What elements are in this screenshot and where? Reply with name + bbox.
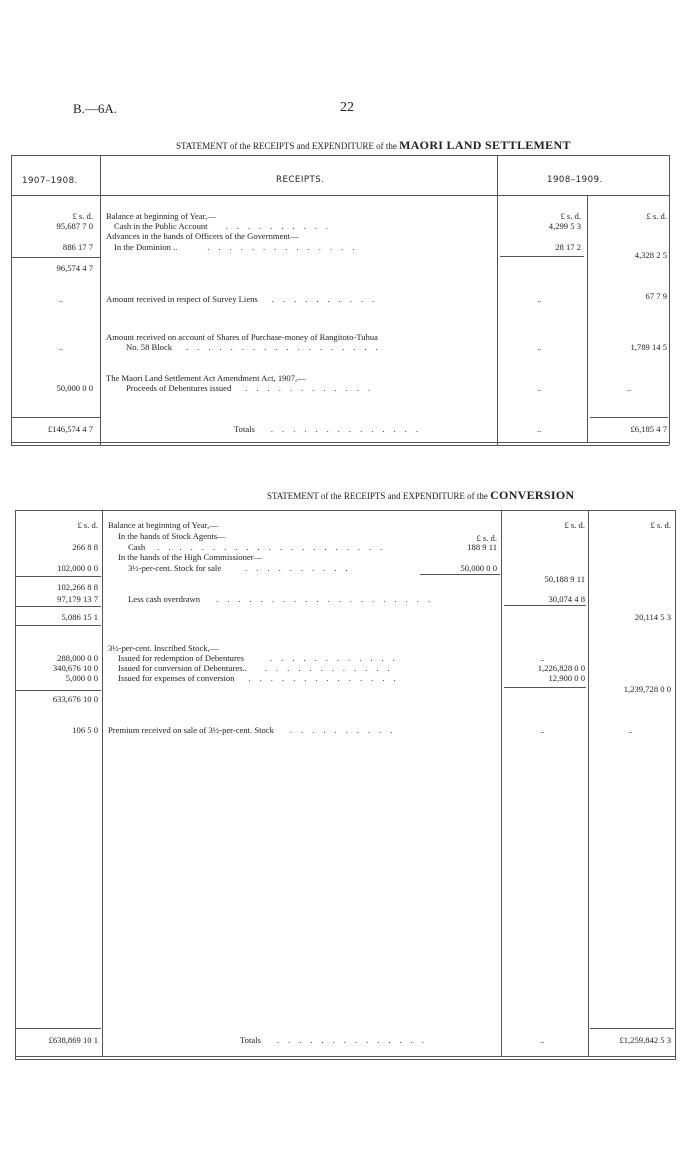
desc-balance: Balance at beginning of Year,— bbox=[106, 211, 216, 221]
statement-title-1-text: STATEMENT of the RECEIPTS and EXPENDITURE of the bbox=[176, 141, 397, 151]
unit-middle-2: £ s. d. bbox=[564, 520, 585, 530]
desc-dominion: In the Dominion .. .............. bbox=[114, 242, 364, 252]
unit-inner: £ s. d. bbox=[476, 533, 497, 543]
amount-dominion-1908: 28 17 2 bbox=[555, 242, 581, 252]
amount-survey-1908: 67 7 9 bbox=[645, 291, 667, 301]
desc2-redemption: Issued for redemption of Debentures ............ bbox=[118, 653, 404, 663]
header-receipts: RECEIPTS. bbox=[276, 175, 325, 185]
total-1908-sub-2: .. bbox=[540, 1035, 545, 1045]
amount-debentures-1907: 50,000 0 0 bbox=[56, 383, 93, 393]
desc2-balance: Balance at beginning of Year,— bbox=[108, 520, 218, 530]
amount-subtotal-1907: 102,266 8 8 bbox=[57, 582, 98, 592]
amount-conversion-1908: 1,226,828 0 0 bbox=[537, 663, 585, 673]
amount-debentures-1908-sub: .. bbox=[537, 383, 542, 393]
total-1908-sub: .. bbox=[537, 424, 542, 434]
desc-act-2: Proceeds of Debentures issued ............ bbox=[126, 383, 380, 393]
total-1908: £6,185 4 7 bbox=[630, 424, 667, 434]
desc-act-1: The Maori Land Settlement Act Amendment Act, 1907,— bbox=[106, 373, 306, 383]
amount-survey-1908-sub: .. bbox=[537, 294, 542, 304]
statement-title-2-bold: CONVERSION bbox=[490, 488, 575, 502]
amount-shares-1908: 1,789 14 5 bbox=[630, 342, 667, 352]
page-reference: B.—6A. bbox=[73, 101, 118, 116]
amount-cash-public-1908: 4,299 5 3 bbox=[548, 221, 581, 231]
amount-premium-1907: 106 5 0 bbox=[72, 725, 98, 735]
amount-stock-sale-inner: 50,000 0 0 bbox=[460, 563, 497, 573]
desc-survey-liens: Amount received in respect of Survey Liens .......... bbox=[106, 294, 384, 304]
desc2-high-commissioner: In the hands of the High Commissioner— bbox=[118, 552, 263, 562]
amount-balance-1907-2: 5,086 15 1 bbox=[61, 612, 98, 622]
amount-debentures-1908: .. bbox=[627, 383, 632, 393]
amount-redemption-1908: .. bbox=[540, 653, 545, 663]
statement-title-1-bold: MAORI LAND SETTLEMENT bbox=[399, 138, 571, 152]
amount-shares-1907: .. bbox=[59, 342, 64, 352]
amount-inscribed-1908: 1,239,728 0 0 bbox=[623, 684, 671, 694]
desc-shares-2: No. 58 Block .................. bbox=[126, 342, 387, 352]
amount-expenses-1908: 12,900 0 0 bbox=[548, 673, 585, 683]
desc2-premium: Premium received on sale of 3½-per-cent. Stock .......... bbox=[108, 725, 402, 735]
statement-title-2-text: STATEMENT of the RECEIPTS and EXPENDITURE of the bbox=[267, 491, 488, 501]
amount-cash-agents-1907: 266 8 8 bbox=[72, 542, 98, 552]
statement-title-1 bbox=[176, 140, 571, 151]
amount-cash-agents-inner: 188 9 11 bbox=[467, 542, 497, 552]
header-year-1908: 1908–1909. bbox=[547, 175, 603, 185]
desc-cash-public: Cash in the Public Account .......... bbox=[114, 221, 338, 231]
amount-balance-1908-2: 20,114 5 3 bbox=[634, 612, 671, 622]
unit-right-2: £ s. d. bbox=[650, 520, 671, 530]
desc-advances: Advances in the hands of Officers of the Government— bbox=[106, 231, 299, 241]
desc2-less-overdrawn: Less cash overdrawn .................... bbox=[128, 594, 440, 604]
amount-dominion-1907: 886 17 7 bbox=[62, 242, 93, 252]
amount-balance-1908: 4,328 2 5 bbox=[634, 250, 667, 260]
amount-stock-sale-1907: 102,000 0 0 bbox=[57, 563, 98, 573]
unit-left: £ s. d. bbox=[72, 211, 93, 221]
desc2-stock-sale: 3½-per-cent. Stock for sale .......... bbox=[128, 563, 357, 573]
unit-middle: £ s. d. bbox=[560, 211, 581, 221]
desc2-conversion: Issued for conversion of Debentures.. ............ bbox=[118, 663, 399, 673]
amount-subtotal-1908: 50,188 9 11 bbox=[544, 574, 585, 584]
amount-premium-1908: .. bbox=[628, 725, 633, 735]
desc2-inscribed: 3½-per-cent. Inscribed Stock,— bbox=[108, 643, 219, 653]
desc2-stock-agents: In the hands of Stock Agents— bbox=[118, 531, 226, 541]
total-1908-2: £1,259,842 5 3 bbox=[619, 1035, 671, 1045]
desc2-expenses: Issued for expenses of conversion .............. bbox=[118, 673, 405, 683]
statement-title-2 bbox=[267, 490, 574, 501]
amount-conversion-1907: 340,676 10 0 bbox=[52, 663, 98, 673]
amount-balance-total-1907: 96,574 4 7 bbox=[56, 263, 93, 273]
desc2-totals: Totals .............. bbox=[240, 1035, 433, 1045]
amount-shares-1908-sub: .. bbox=[537, 342, 542, 352]
total-1907-2: £638,869 10 1 bbox=[48, 1035, 98, 1045]
desc-totals: Totals .............. bbox=[234, 424, 427, 434]
amount-cash-public-1907: 95,687 7 0 bbox=[56, 221, 93, 231]
amount-inscribed-total-1907: 633,676 10 0 bbox=[52, 694, 98, 704]
amount-overdrawn-1907: 97,179 13 7 bbox=[57, 594, 98, 604]
header-year-1907: 1907–1908. bbox=[22, 176, 78, 186]
amount-redemption-1907: 288,000 0 0 bbox=[57, 653, 98, 663]
total-1907: £146,574 4 7 bbox=[47, 424, 93, 434]
page-number: 22 bbox=[340, 100, 354, 115]
amount-overdrawn-1908: 30,074 4 8 bbox=[548, 594, 585, 604]
unit-right: £ s. d. bbox=[646, 211, 667, 221]
amount-survey-1907: .. bbox=[59, 294, 64, 304]
desc-shares-1: Amount received on account of Shares of Purchase-money of Rangitoto-Tuhua bbox=[106, 332, 378, 342]
unit-left-2: £ s. d. bbox=[77, 520, 98, 530]
amount-premium-1908-sub: .. bbox=[540, 725, 545, 735]
amount-expenses-1907: 5,000 0 0 bbox=[65, 673, 98, 683]
desc2-cash: Cash ..................... bbox=[128, 542, 392, 552]
